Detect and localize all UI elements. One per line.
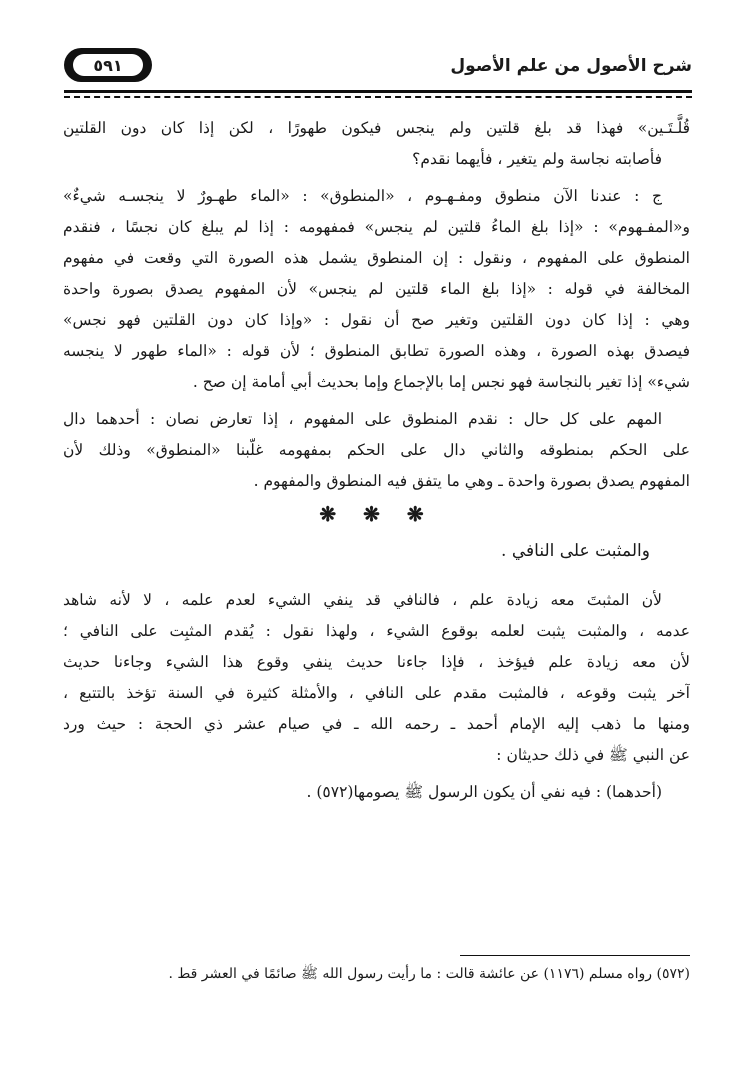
paragraph-1 [63, 113, 690, 175]
text-line: ومنها ما ذهب إليه الإمام أحمد ـ رحمه الله ـ في صيام عشر ذي الحجة : حيث ورد [63, 715, 690, 733]
text-line: لأن معه زيادة علم فيؤخذ ، فإذا جاءنا حديث ينفي وقوع هذا الشيء وجاءنا حديث [63, 653, 690, 671]
footnote: (٥٧٢) رواه مسلم (١١٧٦) عن عائشة قالت : ما رأيت رسول الله ﷺ صائمًا في العشر قط . [168, 966, 690, 982]
text-line: عن النبي ﷺ في ذلك حديثان : [496, 746, 690, 764]
body-text [63, 113, 690, 808]
page-number-badge [64, 48, 152, 82]
paragraph-5: (أحدهما) : فيه نفي أن يكون الرسول ﷺ يصومها(٥٧٢) . [306, 783, 662, 801]
paragraph-4 [63, 585, 690, 771]
text-line: المخالفة في قوله : «إذا بلغ الماء قلتين لم ينجس» لأن المفهوم يصدق بصورة واحدة [63, 280, 690, 298]
header-dashed-rule [64, 96, 692, 98]
text-line: ج : عندنا الآن منطوق ومفـهـوم ، «المنطوق» : «الماء طهـورٌ لا ينجسـه شيءٌ» [63, 187, 662, 205]
text-line: المهم على كل حال : نقدم المنطوق على المفهوم ، إذا تعارض نصان : أحدهما دال [63, 410, 662, 428]
paragraph-2 [63, 181, 690, 398]
text-line: المفهوم يصدق بصورة واحدة ـ وهي ما يتفق فيه المنطوق والمفهوم . [253, 472, 690, 490]
text-line: قُلَّـتَـين» فهذا قد بلغ قلتين ولم ينجس فيكون طهورًا ، لكن إذا كان دون القلتين [63, 119, 690, 137]
section-separator: ❋ ❋ ❋ [319, 502, 434, 526]
page-header [64, 48, 692, 88]
text-line: على الحكم بمنطوقه والثاني دال على الحكم بمفهومه غلّبنا «المنطوق» وذلك لأن [63, 441, 690, 459]
paragraph-3 [63, 404, 690, 497]
text-line: آخر يثبت وقوعه ، فالمثبت مقدم على النافي ، والأمثلة كثيرة في السنة تؤخذ بالتتبع ، [63, 684, 690, 702]
text-line: عدمه ، والمثبت يثبت لعلمه بوقوع الشيء ، ولهذا نقول : يُقدم المثبِت على النافي ؛ [63, 622, 690, 640]
page-number: ٥٩١ [73, 54, 143, 76]
running-title: شرح الأصول من علم الأصول [450, 56, 692, 76]
text-line: و«المفـهوم» : «إذا بلغ الماءُ قلتين لم ينجس» فمفهومه : إذا لم يبلغ كان نجسًا ، فنقدم [63, 218, 690, 236]
section-heading: والمثبت على النافي . [501, 541, 650, 561]
header-rule [64, 90, 692, 93]
text-line: المنطوق على المفهوم ، ونقول : إن المنطوق يشمل هذه الصورة التي وقعت في مفهوم [63, 249, 690, 267]
text-line: شيء» إذا تغير بالنجاسة فهو نجس إما بالإجماع وإما بحديث أبي أمامة إن صح . [192, 373, 690, 391]
footnote-rule [460, 955, 690, 956]
text-line: فأصابته نجاسة ولم يتغير ، فأيهما نقدم؟ [412, 150, 662, 168]
text-line: وهي : إذا كان دون القلتين وتغير صح أن نقول : «وإذا كان دون القلتين فهو نجس» [63, 311, 690, 329]
text-line: لأن المثبتَ معه زيادة علم ، فالنافي قد ينفي الشيء لعدم علمه ، لا لأنه شاهد [63, 591, 662, 609]
text-line: فيصدق بهذه الصورة ، وهذه الصورة تطابق المنطوق ؛ لأن قوله : «الماء طهور لا ينجسه [63, 342, 690, 360]
